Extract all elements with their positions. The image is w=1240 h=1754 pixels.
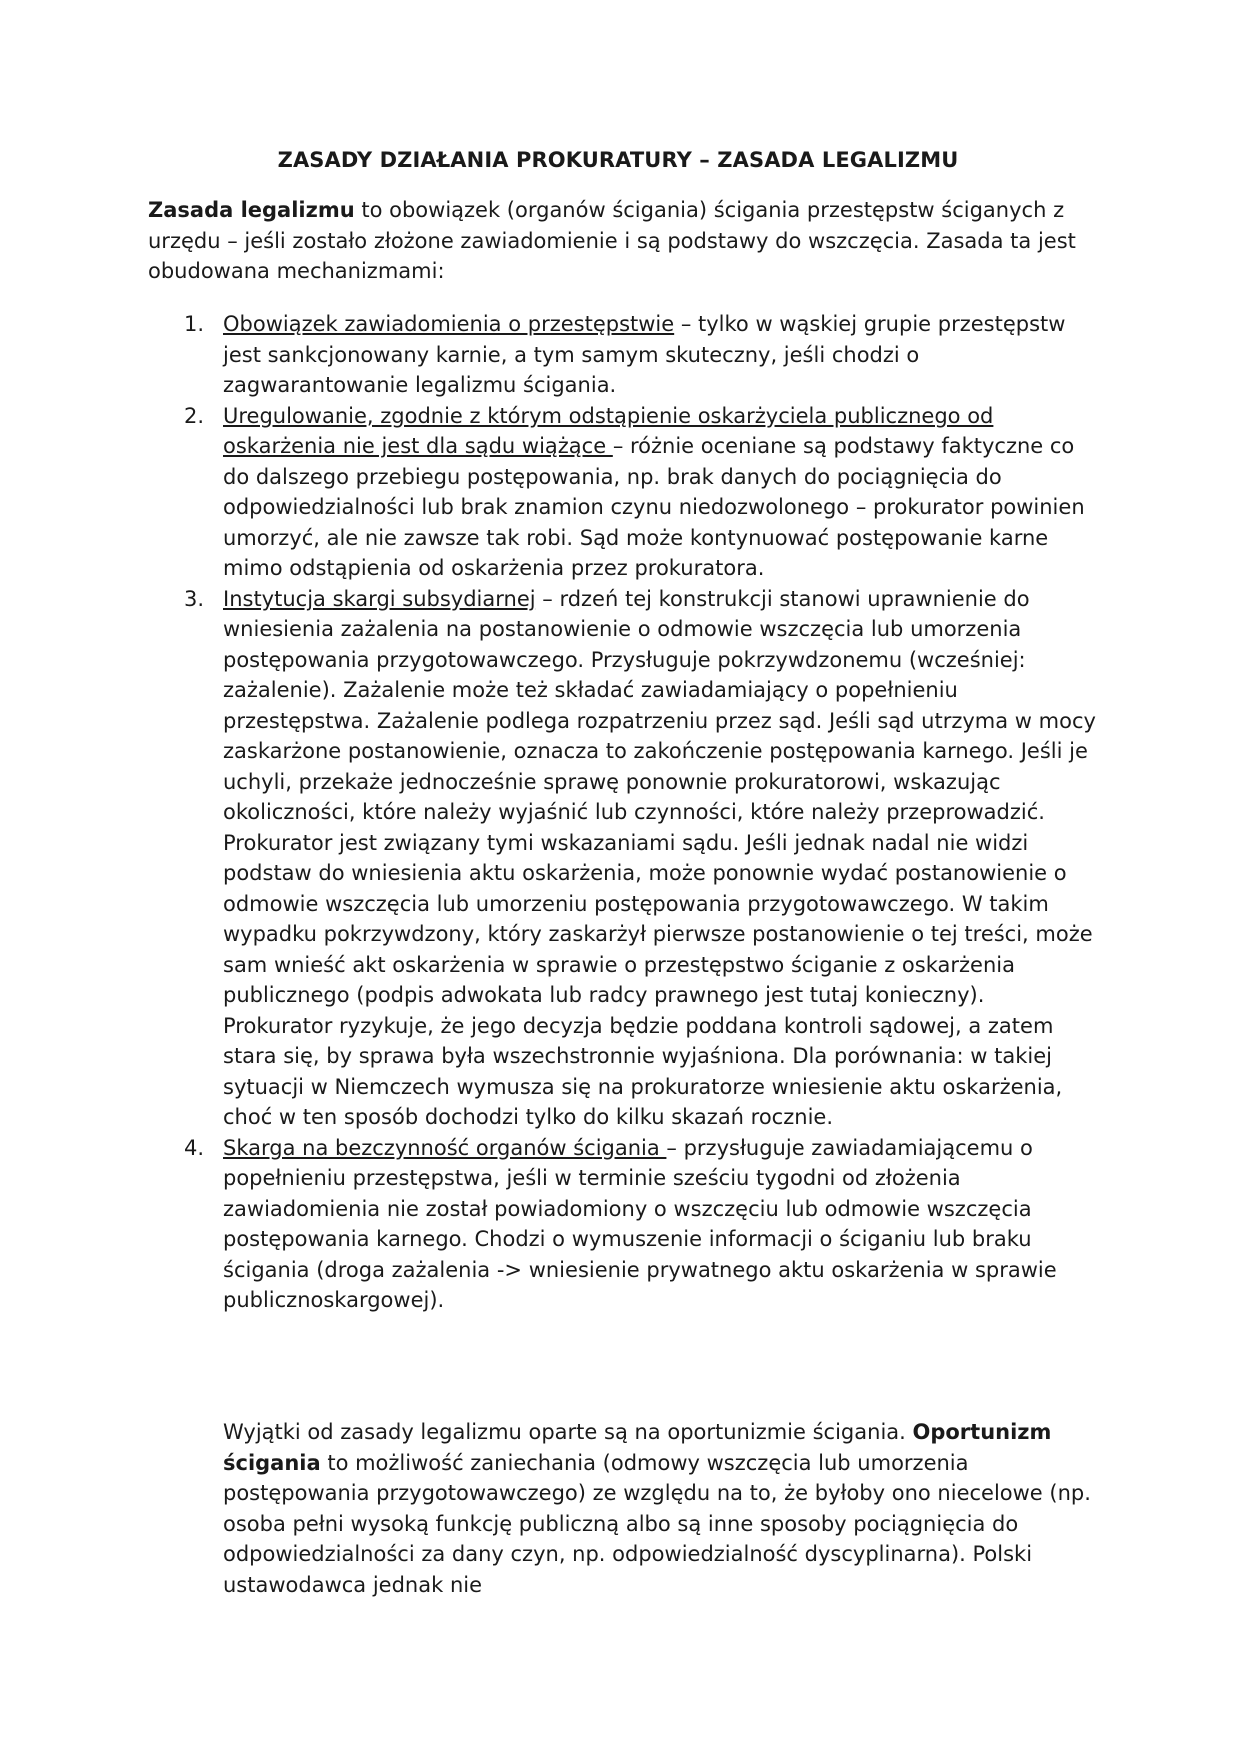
list-item-heading: Instytucja skargi subsydiarnej [223, 586, 536, 611]
list-number: 4. [184, 1135, 205, 1160]
opportunism-text: to możliwość zaniechania (odmowy wszczęcia lub umorzenia postępowania przygotowawczego) ze względu na to, że byłoby ono niecelowe (np. osoba pełni wysoką funkcję publiczną albo są inne sposoby pociągnięcia do odpowiedzialności za dany czyn, np. odpowiedzialność dyscyplinarna). Polski ustawodawca jednak nie [223, 1450, 1091, 1597]
exceptions-sentence: Wyjątki od zasady legalizmu oparte są na oportunizmie ścigania. [223, 1420, 913, 1444]
list-number: 2. [184, 403, 205, 428]
list-number: 3. [184, 586, 205, 611]
mechanisms-list [148, 309, 1100, 1316]
intro-text: to obowiązek (organów ścigania) ścigania przestępstw ściganych z urzędu – jeśli zostało złożone zawiadomienie i są podstawy do wszczęcia. Zasada ta jest obudowana mechanizmami: [148, 198, 1076, 283]
opportunism-paragraph [223, 1417, 1103, 1600]
document-title: ZASADY DZIAŁANIA PROKURATURY – ZASADA LEGALIZMU [277, 148, 959, 172]
list-number: 1. [184, 312, 205, 336]
list-item-heading: Obowiązek zawiadomienia o przestępstwie [223, 312, 675, 336]
intro-term: Zasada legalizmu [148, 198, 355, 222]
list-item [148, 1133, 1100, 1316]
list-item-text: – rdzeń tej konstrukcji stanowi uprawnienie do wniesienia zażalenia na postanowienie o odmowie wszczęcia lub umorzenia postępowania przygotowawczego. Przysługuje pokrzywdzonemu (wcześniej: zażalenie). Zażalenie może też składać zawiadamiający o popełnieniu przestępstwa. Zażalenie podlega rozpatrzeniu przez sąd. Jeśli sąd utrzyma w mocy zaskarżone postanowienie, oznacza to zakończenie postępowania karnego. Jeśli je uchyli, przekaże jednocześnie sprawę ponownie prokuratorowi, wskazując okoliczności, które należy wyjaśnić lub czynności, które należy przeprowadzić. Prokurator jest związany tymi wskazaniami sądu. Jeśli jednak nadal nie widzi podstaw do wniesienia aktu oskarżenia, może ponownie wydać postanowienie o odmowie wszczęcia lub umorzeniu postępowania przygotowawczego. W takim wypadku pokrzywdzony, który zaskarżył pierwsze postanowienie o tej treści, może sam wnieść akt oskarżenia w sprawie o przestępstwo ściganie z oskarżenia publicznego (podpis adwokata lub radcy prawnego jest tutaj konieczny). Prokurator ryzykuje, że jego decyzja będzie poddana kontroli sądowej, a zatem stara się, by sprawa była wszechstronnie wyjaśniona. Dla porównania: w takiej sytuacji w Niemczech wymusza się na prokuratorze wniesienie aktu oskarżenia, choć w ten sposób dochodzi tylko do kilku skazań rocznie. [223, 586, 1096, 1129]
list-item-text: – przysługuje zawiadamiającemu o popełnieniu przestępstwa, jeśli w terminie sześciu tygodni od złożenia zawiadomienia nie został powiadomiony o wszczęciu lub odmowie wszczęcia postępowania karnego. Chodzi o wymuszenie informacji o ściganiu lub braku ścigania (droga zażalenia -> wniesienie prywatnego aktu oskarżenia w sprawie publicznoskargowej). [223, 1135, 1057, 1312]
list-item [148, 309, 1100, 401]
opportunism-term: Oportunizm ścigania [223, 1420, 1052, 1475]
list-item-text: – różnie oceniane są podstawy faktyczne co do dalszego przebiegu postępowania, np. brak danych do pociągnięcia do odpowiedzialności lub brak znamion czynu niedozwolonego – prokurator powinien umorzyć, ale nie zawsze tak robi. Sąd może kontynuować postępowanie karne mimo odstąpienia od oskarżenia przez prokuratora. [223, 434, 1085, 580]
list-item-heading: Skarga na bezczynność organów ścigania [223, 1135, 667, 1160]
list-item [148, 584, 1100, 1133]
list-item-heading: Uregulowanie, zgodnie z którym odstąpienie oskarżyciela publicznego od oskarżenia nie jest dla sądu wiążące [223, 403, 994, 458]
intro-paragraph [148, 195, 1088, 287]
list-item [148, 401, 1100, 584]
list-item-text: – tylko w wąskiej grupie przestępstw jest sankcjonowany karnie, a tym samym skuteczny, jeśli chodzi o zagwarantowanie legalizmu ścigania. [223, 312, 1066, 397]
